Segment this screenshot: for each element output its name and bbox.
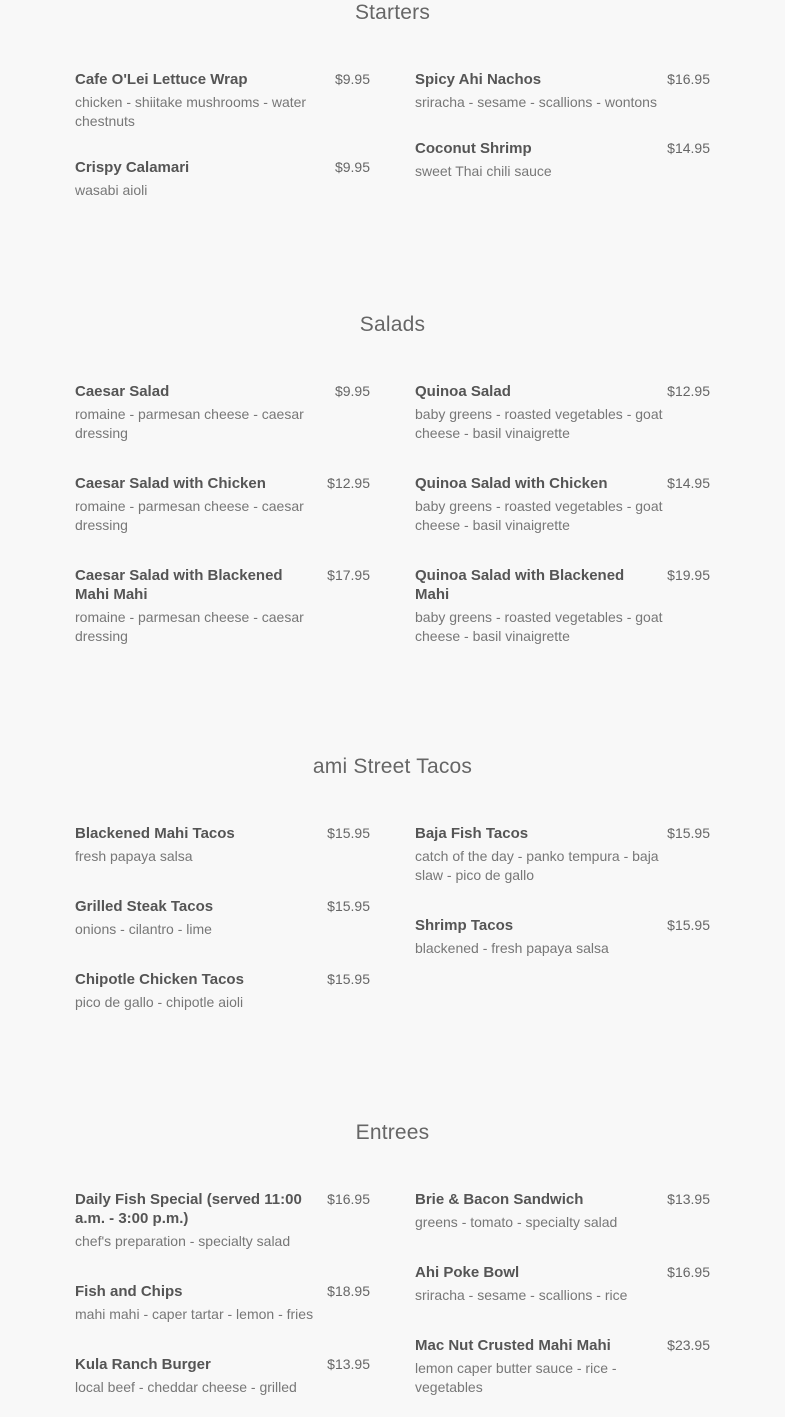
item-name: Quinoa Salad with Chicken <box>415 475 608 492</box>
item-name: Baja Fish Tacos <box>415 825 529 842</box>
item-description: chef's preparation - specialty salad <box>75 1233 291 1249</box>
menu-item <box>75 1282 370 1329</box>
item-description: romaine - parmesan cheese - caesar dressing <box>75 609 304 644</box>
menu-column-right <box>415 824 710 978</box>
item-price: $18.95 <box>327 1283 370 1299</box>
item-description: fresh papaya salsa <box>75 848 193 864</box>
item-price: $15.95 <box>327 898 370 914</box>
section-starters <box>0 0 785 26</box>
item-price: $9.95 <box>334 159 370 175</box>
item-price: $16.95 <box>667 1264 710 1280</box>
menu-item <box>75 474 370 540</box>
item-description: baby greens - roasted vegetables - goat cheese - basil vinaigrette <box>415 498 663 533</box>
item-name: Grilled Steak Tacos <box>75 898 214 915</box>
item-description: baby greens - roasted vegetables - goat cheese - basil vinaigrette <box>415 609 663 644</box>
section-title: Salads <box>359 313 426 336</box>
section-street-tacos <box>0 754 785 780</box>
menu-item <box>415 916 710 958</box>
menu-column-left <box>75 70 370 220</box>
item-description: catch of the day - panko tempura - baja slaw - pico de gallo <box>415 848 659 883</box>
item-price: $12.95 <box>327 475 370 491</box>
menu-item <box>75 824 370 871</box>
item-name: Kula Ranch Burger <box>75 1356 211 1373</box>
item-description: sriracha - sesame - scallions - wontons <box>415 94 657 110</box>
item-price: $15.95 <box>327 971 370 987</box>
item-price: $19.95 <box>667 567 710 583</box>
item-name: Quinoa Salad with Blackened Mahi <box>415 567 625 603</box>
item-price: $14.95 <box>667 475 710 491</box>
item-name: Cafe O'Lei Lettuce Wrap <box>75 71 248 88</box>
item-name: Quinoa Salad <box>415 383 511 400</box>
item-name: Ahi Poke Bowl <box>415 1264 520 1281</box>
menu-item <box>415 1336 710 1397</box>
item-price: $13.95 <box>327 1356 370 1372</box>
menu-item <box>75 566 370 646</box>
item-name: Shrimp Tacos <box>415 917 514 934</box>
item-price: $16.95 <box>327 1191 370 1207</box>
item-price: $16.95 <box>667 71 710 87</box>
section-title: Starters <box>354 1 431 24</box>
menu-column-right <box>415 382 710 666</box>
menu-item <box>415 139 710 181</box>
item-name: Caesar Salad with Chicken <box>75 475 266 492</box>
item-description: sriracha - sesame - scallions - rice <box>415 1287 628 1303</box>
item-name: Daily Fish Special (served 11:00 a.m. - 3:00 p.m.) <box>75 1191 302 1227</box>
item-price: $17.95 <box>327 567 370 583</box>
item-description: lemon caper butter sauce - rice - vegetables <box>415 1360 617 1395</box>
item-price: $15.95 <box>667 825 710 841</box>
menu-item <box>415 382 710 448</box>
item-description: romaine - parmesan cheese - caesar dressing <box>75 498 304 533</box>
item-name: Spicy Ahi Nachos <box>415 71 542 88</box>
item-description: wasabi aioli <box>75 182 148 198</box>
menu-item <box>75 1190 370 1256</box>
item-description: local beef - cheddar cheese - grilled <box>75 1379 297 1395</box>
item-name: Fish and Chips <box>75 1283 183 1300</box>
menu-column-left <box>75 382 370 666</box>
item-description: baby greens - roasted vegetables - goat cheese - basil vinaigrette <box>415 406 663 441</box>
menu-item <box>415 566 710 646</box>
item-name: Blackened Mahi Tacos <box>75 825 235 842</box>
menu-item <box>75 897 370 944</box>
item-description: blackened - fresh papaya salsa <box>415 940 609 956</box>
item-name: Mac Nut Crusted Mahi Mahi <box>415 1337 611 1354</box>
menu-column-left <box>75 1190 370 1417</box>
item-description: greens - tomato - specialty salad <box>415 1214 618 1230</box>
menu-item <box>75 70 370 131</box>
menu-column-right <box>415 1190 710 1417</box>
item-description: mahi mahi - caper tartar - lemon - fries <box>75 1306 314 1322</box>
item-name: Caesar Salad with Blackened Mahi Mahi <box>75 567 283 603</box>
menu-item <box>75 970 370 1012</box>
section-entrees <box>0 1120 785 1146</box>
menu-item <box>415 824 710 890</box>
section-title: Entrees <box>355 1121 430 1144</box>
item-name: Crispy Calamari <box>75 159 190 176</box>
menu-column-left <box>75 824 370 1032</box>
item-price: $23.95 <box>667 1337 710 1353</box>
menu-item <box>75 158 370 200</box>
item-price: $9.95 <box>334 383 370 399</box>
item-price: $15.95 <box>667 917 710 933</box>
item-name: Coconut Shrimp <box>415 140 532 157</box>
item-price: $12.95 <box>667 383 710 399</box>
section-salads <box>0 312 785 338</box>
menu-item <box>415 474 710 540</box>
item-description: romaine - parmesan cheese - caesar dressing <box>75 406 304 441</box>
menu-item <box>75 382 370 448</box>
item-description: sweet Thai chili sauce <box>415 163 552 179</box>
menu-item <box>75 1355 370 1397</box>
item-description: onions - cilantro - lime <box>75 921 212 937</box>
item-description: chicken - shiitake mushrooms - water chestnuts <box>75 94 307 129</box>
item-price: $13.95 <box>667 1191 710 1207</box>
menu-column-right <box>415 70 710 201</box>
menu-item <box>415 70 710 112</box>
item-name: Chipotle Chicken Tacos <box>75 971 244 988</box>
menu-item <box>415 1263 710 1310</box>
item-name: Brie & Bacon Sandwich <box>415 1191 584 1208</box>
item-description: pico de gallo - chipotle aioli <box>75 994 244 1010</box>
item-price: $9.95 <box>334 71 370 87</box>
section-title: ami Street Tacos <box>312 755 473 778</box>
item-price: $15.95 <box>327 825 370 841</box>
menu-item <box>415 1190 710 1237</box>
item-price: $14.95 <box>667 140 710 156</box>
item-name: Caesar Salad <box>75 383 170 400</box>
